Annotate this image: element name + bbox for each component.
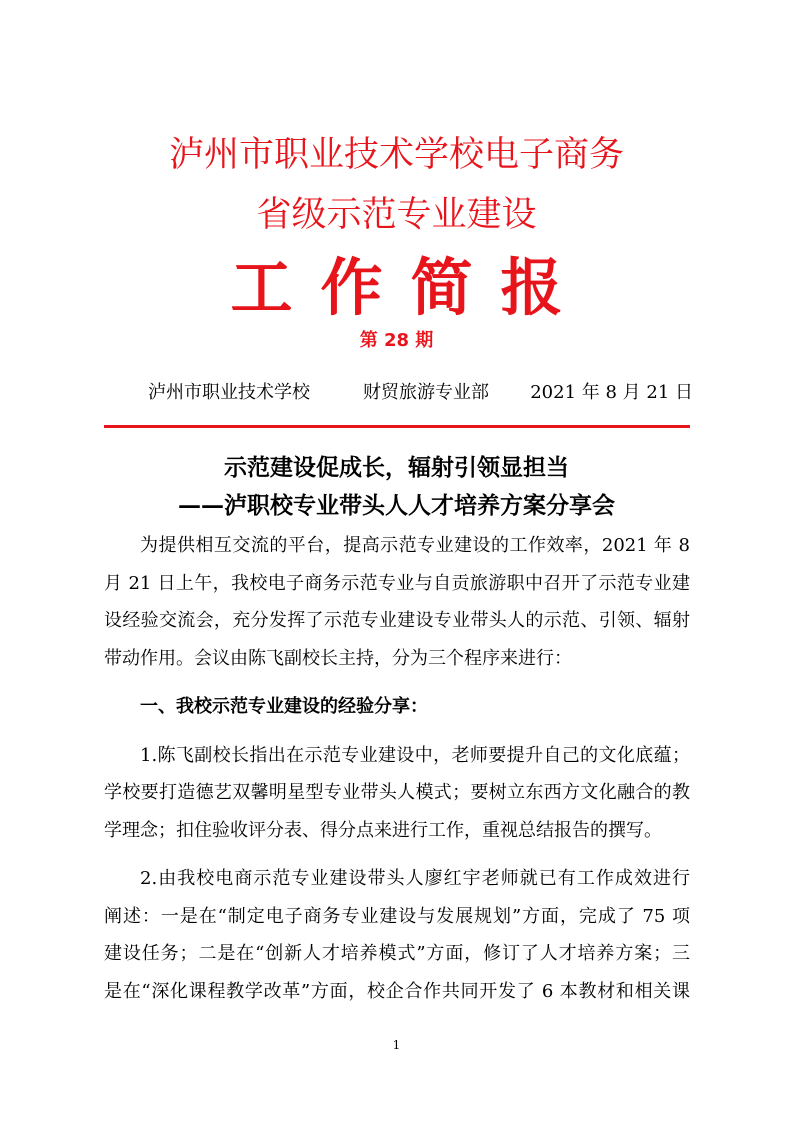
article-subtitle: ——泸职校专业带头人人才培养方案分享会: [178, 492, 615, 519]
item1-line: 学校要打造德艺双馨明星型专业带头人模式；要树立东西方文化融合的教: [104, 782, 690, 803]
item2-line: 是在“深化课程教学改革”方面，校企合作共同开发了 6 本教材和相关课: [104, 980, 690, 1002]
section-heading: 一、我校示范专业建设的经验分享：: [140, 696, 428, 717]
project-title: 省级示范专业建设: [256, 195, 537, 235]
intro-line: 设经验交流会，充分发挥了示范专业建设专业带头人的示范、引领、辐射: [104, 610, 690, 631]
school-title: 泸州市职业技术学校电子商务: [168, 135, 624, 175]
article-body: [104, 527, 690, 1010]
publish-date: 2021 年 8 月 21 日: [530, 382, 693, 403]
issue-number: 第 28 期: [359, 330, 434, 351]
item1-line: 1.陈飞副校长指出在示范专业建设中，老师要提升自己的文化底蕴；: [140, 744, 690, 766]
intro-line: 月 21 日上午，我校电子商务示范专业与自贡旅游职中召开了示范专业建: [104, 572, 690, 594]
publisher-school: 泸州市职业技术学校: [148, 382, 310, 403]
item2-line: 阐述：一是在“制定电子商务专业建设与发展规划”方面，完成了 75 项: [104, 905, 690, 927]
publisher-department: 财贸旅游专业部: [363, 382, 489, 403]
header-divider: [104, 425, 690, 428]
item2-line: 建设任务；二是在“创新人才培养模式”方面，修订了人才培养方案；三: [104, 943, 690, 964]
intro-line: 带动作用。会议由陈飞副校长主持，分为三个程序来进行：: [104, 647, 572, 669]
intro-line: 为提供相互交流的平台，提高示范专业建设的工作效率，2021 年 8: [140, 535, 690, 556]
item1-line: 学理念；扣住验收评分表、得分点来进行工作，重视总结报告的撰写。: [104, 819, 662, 841]
publisher-info-row: [148, 378, 693, 408]
article-title: 示范建设促成长，辐射引领显担当: [224, 454, 569, 481]
page-number: 1: [392, 1038, 401, 1052]
item2-line: 2.由我校电商示范专业建设带头人廖红宇老师就已有工作成效进行: [140, 868, 690, 889]
bulletin-name: 工作简报: [230, 251, 591, 324]
